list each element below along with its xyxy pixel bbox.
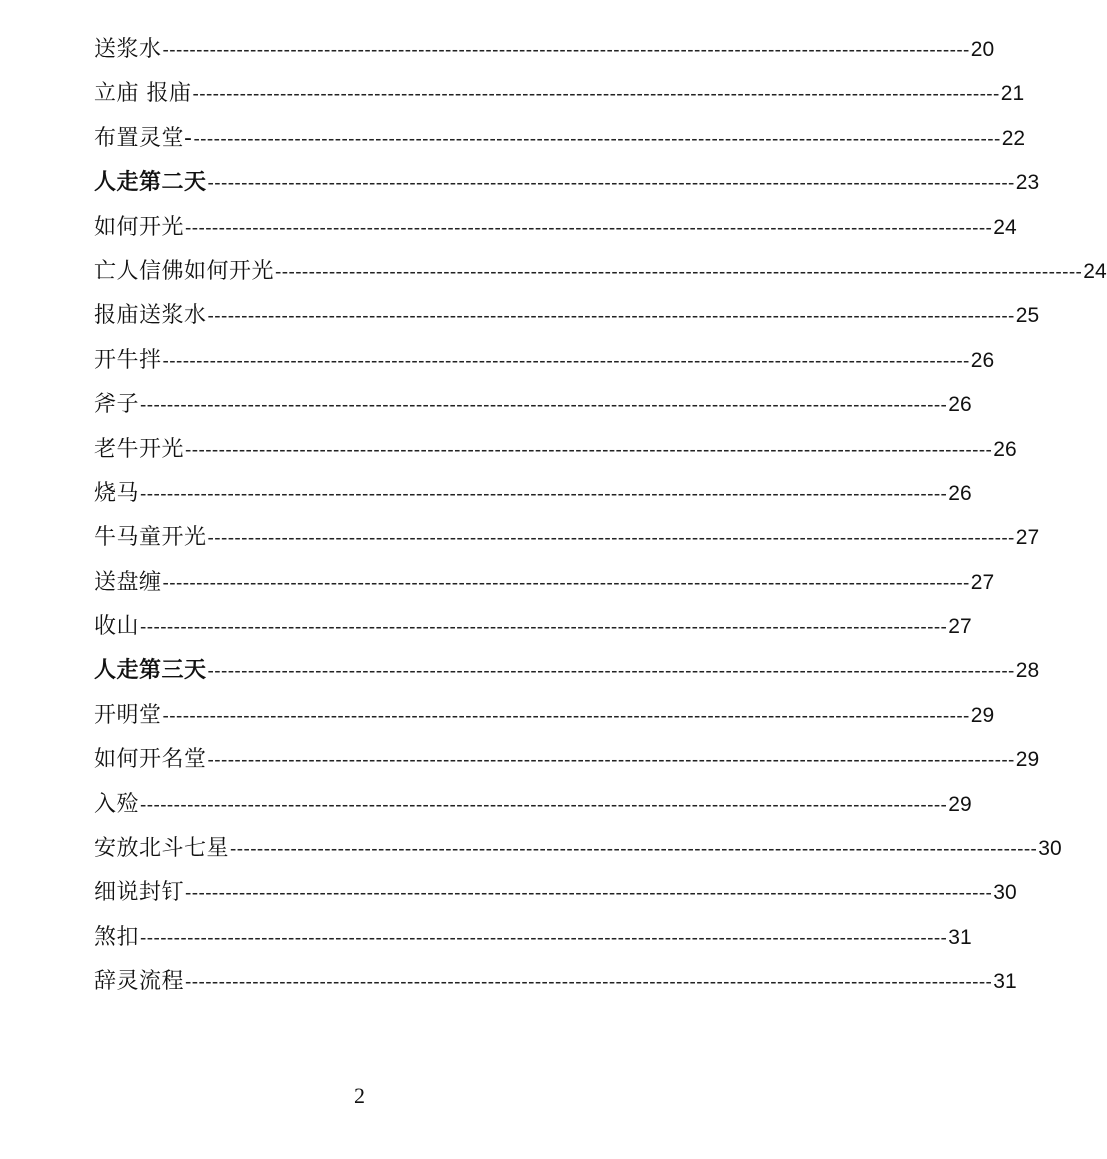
toc-entry-title: 报庙送浆水 — [94, 303, 207, 329]
toc-entry[interactable] — [94, 117, 1026, 161]
dot-leader: ------------------------------------------------------------------------------------------------------------------------ — [140, 483, 948, 505]
toc-entry-title: 收山 — [94, 614, 140, 640]
dot-leader: ------------------------------------------------------------------------------------------------------------------------ — [162, 350, 970, 372]
toc-entry-page: 30 — [1038, 837, 1062, 861]
toc-entry-title: 布置灵堂- — [94, 125, 193, 151]
toc-entry[interactable] — [94, 827, 1062, 871]
toc-entry-page: 21 — [1000, 82, 1025, 106]
toc-entry-title: 细说封钉 — [94, 880, 185, 906]
dot-leader: ------------------------------------------------------------------------------------------------------------------------ — [207, 750, 1015, 772]
toc-entry[interactable] — [94, 694, 995, 738]
toc-entry-title: 入殓 — [94, 791, 140, 817]
toc-entry-page: 29 — [1015, 748, 1040, 772]
toc-entry-title: 送浆水 — [94, 37, 162, 62]
toc-entry-title: 如何开名堂 — [94, 747, 207, 773]
dot-leader: ------------------------------------------------------------------------------------------------------------------------ — [140, 395, 948, 417]
dot-leader: ------------------------------------------------------------------------------------------------------------------------ — [140, 617, 948, 639]
dot-leader: ------------------------------------------------------------------------------------------------------------------------ — [207, 661, 1015, 683]
toc-entry-title: 送盘缠 — [94, 569, 162, 595]
toc-entry-page: 24 — [993, 215, 1017, 239]
toc-entry-page: 29 — [970, 703, 995, 727]
toc-entry-page: 23 — [1015, 171, 1040, 195]
toc-entry-page: 28 — [1015, 659, 1040, 683]
toc-entry-title: 煞扣 — [94, 924, 140, 950]
toc-entry-title: 老牛开光 — [94, 436, 185, 462]
toc-entry-page: 27 — [948, 615, 972, 639]
toc-entry-title: 牛马童开光 — [94, 525, 207, 551]
toc-entry-title: 人走第二天 — [94, 170, 207, 196]
toc-entry[interactable] — [94, 871, 1017, 915]
toc-entry-title: 亡人信佛如何开光 — [94, 258, 275, 284]
toc-entry-page: 26 — [948, 393, 972, 417]
toc-entry-title: 如何开光 — [94, 214, 185, 240]
dot-leader: ------------------------------------------------------------------------------------------------------------------------ — [185, 439, 993, 461]
dot-leader: ------------------------------------------------------------------------------------------------------------------------ — [193, 128, 1001, 150]
toc-entry[interactable] — [94, 28, 995, 72]
dot-leader: ------------------------------------------------------------------------------------------------------------------------ — [185, 972, 993, 994]
dot-leader: ------------------------------------------------------------------------------------------------------------------------ — [162, 40, 970, 61]
toc-entry-page: 20 — [970, 38, 995, 61]
toc-entry-title: 人走第三天 — [94, 658, 207, 684]
toc-entry[interactable] — [94, 294, 1040, 338]
toc-entry-page: 30 — [993, 881, 1017, 905]
toc-entry[interactable] — [94, 960, 1017, 1004]
toc-entry-page: 26 — [948, 481, 972, 505]
dot-leader: ------------------------------------------------------------------------------------------------------------------------ — [207, 306, 1015, 328]
dot-leader: ------------------------------------------------------------------------------------------------------------------------ — [275, 261, 1083, 283]
dot-leader: ------------------------------------------------------------------------------------------------------------------------ — [230, 839, 1038, 861]
toc-entry-title: 开明堂 — [94, 702, 162, 728]
toc-entry-page: 31 — [993, 970, 1017, 994]
toc-entry[interactable] — [94, 472, 972, 516]
toc-entry-page: 22 — [1001, 126, 1026, 150]
toc-entry[interactable] — [94, 72, 1025, 116]
toc-entry-title: 安放北斗七星 — [94, 836, 230, 862]
toc-entry[interactable] — [94, 206, 1017, 250]
toc-entry[interactable] — [94, 605, 972, 649]
toc-entry[interactable] — [94, 428, 1017, 472]
toc-entry-title: 烧马 — [94, 480, 140, 506]
toc-entry-page: 31 — [948, 925, 972, 949]
dot-leader: ------------------------------------------------------------------------------------------------------------------------ — [162, 572, 970, 594]
toc-entry-page: 29 — [948, 792, 972, 816]
toc-entry[interactable] — [94, 516, 1040, 560]
toc-entry[interactable] — [94, 916, 972, 960]
toc-entry-page: 24 — [1083, 259, 1107, 283]
toc-entry-page: 27 — [1015, 526, 1040, 550]
toc-entry[interactable] — [94, 738, 1040, 782]
toc-entry-page: 27 — [970, 570, 995, 594]
toc-entry[interactable] — [94, 561, 995, 605]
dot-leader: ------------------------------------------------------------------------------------------------------------------------ — [140, 927, 948, 949]
table-of-contents — [94, 28, 1107, 1005]
toc-entry-page: 26 — [970, 348, 995, 372]
toc-entry-title: 开牛拌 — [94, 347, 162, 373]
dot-leader: ------------------------------------------------------------------------------------------------------------------------ — [192, 84, 1000, 106]
toc-entry[interactable] — [94, 383, 972, 427]
page-number: 2 — [354, 1083, 365, 1108]
dot-leader: ------------------------------------------------------------------------------------------------------------------------ — [207, 173, 1015, 195]
dot-leader: ------------------------------------------------------------------------------------------------------------------------ — [185, 217, 993, 239]
toc-entry-title: 斧子 — [94, 392, 140, 418]
toc-entry-page: 25 — [1015, 304, 1040, 328]
toc-entry-title: 辞灵流程 — [94, 969, 185, 995]
toc-entry[interactable] — [94, 161, 1040, 205]
toc-entry[interactable] — [94, 339, 995, 383]
dot-leader: ------------------------------------------------------------------------------------------------------------------------ — [185, 883, 993, 905]
dot-leader: ------------------------------------------------------------------------------------------------------------------------ — [140, 794, 948, 816]
dot-leader: ------------------------------------------------------------------------------------------------------------------------ — [162, 705, 970, 727]
toc-entry-page: 26 — [993, 437, 1017, 461]
toc-entry[interactable] — [94, 649, 1040, 693]
toc-entry[interactable] — [94, 250, 1107, 294]
toc-entry-title: 立庙 报庙 — [94, 81, 192, 107]
dot-leader: ------------------------------------------------------------------------------------------------------------------------ — [207, 528, 1015, 550]
toc-entry[interactable] — [94, 783, 972, 827]
